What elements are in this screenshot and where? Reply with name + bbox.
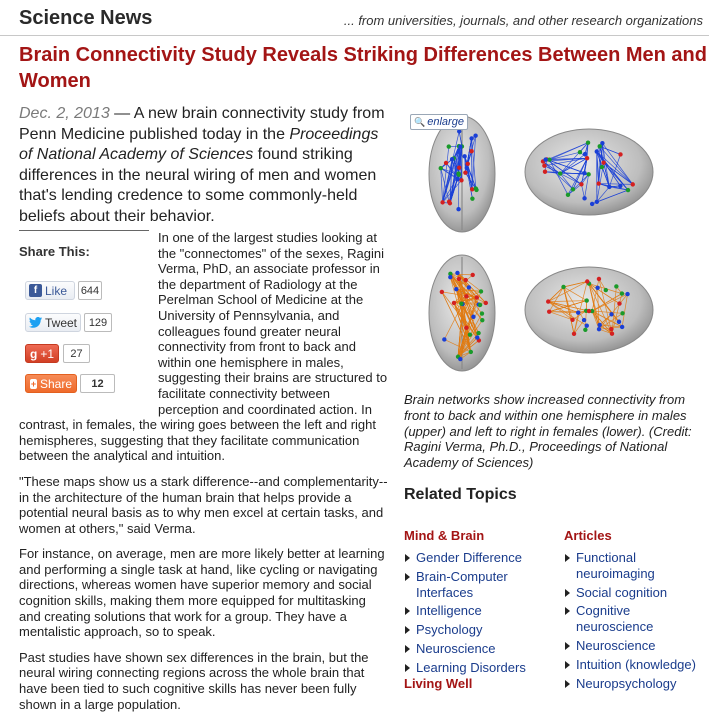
site-tagline: ... from universities, journals, and other research organizations (344, 13, 703, 28)
article-link[interactable]: Neuroscience (564, 638, 709, 654)
share-sidebar-space (19, 228, 158, 417)
article-link[interactable]: Cognitive neuroscience (564, 603, 709, 635)
lead-text-1: — A new brain connectivity study from Penn Medicine published today in the (19, 105, 385, 143)
topic-link[interactable]: Brain-Computer Interfaces (404, 569, 549, 601)
tweet-label: Tweet (45, 316, 77, 330)
body-paragraph-3: For instance, on average, men are more likely better at learning and performing a single task at hand, like cycling or navigating directions, whereas women have superior memory and social cognition skills, making them more equipped for multitasking and creating solutions that work for a group. They have a mentalistic approach, so to speak. (19, 546, 391, 640)
article-title: Brain Connectivity Study Reveals Striking Differences Between Men and Women (19, 42, 709, 94)
magnifier-icon: 🔍 (414, 117, 425, 128)
figure-caption: Brain networks show increased connectivity from front to back and within one hemisphere in males (upper) and left to right in females (lower). (Credit: Ragini Verma, Ph.D., Proceedings of National Academy of Sciences) (404, 392, 704, 471)
like-label: Like (45, 284, 67, 298)
facebook-icon: f (29, 284, 42, 297)
site-header (0, 0, 709, 36)
gplus-label: +1 (40, 347, 54, 361)
enlarge-button[interactable] (410, 114, 468, 130)
topic-link[interactable]: Gender Difference (404, 550, 549, 566)
enlarge-label: enlarge (427, 116, 464, 128)
article-body (19, 228, 391, 722)
share-count: 12 (80, 374, 115, 393)
topic-link[interactable]: Learning Disorders (404, 660, 549, 676)
body-paragraph-2: "These maps show us a stark difference--and complementarity--in the architecture of the human brain that helps provide a potential neural basis as to why men excel at certain tasks, and women at others," said Verma. (19, 474, 391, 536)
articles-column (564, 528, 709, 694)
body-paragraph-1: In one of the largest studies looking at the "connectomes" of the sexes, Ragini Verma, PhD, an associate professor in the department of Radiology at the Perelman School of Medicine at the University of Pennsylvania, and colleagues found greater neural connectivity from front to back and within one hemisphere in males, suggesting their brains are structured to facilitate connectivity between perception and coordinated action. In contrast, in females, the wiring goes between the left and right hemispheres, suggesting that they facilitate communication between the analytical and intuition. (19, 230, 391, 464)
lead-text-2: found striking differences in the neural wiring of men and women that's lending credence to some commonly-held beliefs about their behavior. (19, 146, 376, 225)
article-link[interactable]: Neuropsychology (564, 676, 709, 692)
article-lead (19, 104, 394, 227)
topic-link[interactable]: Neuroscience (404, 641, 549, 657)
topic-link[interactable]: Psychology (404, 622, 549, 638)
article-link[interactable]: Social cognition (564, 585, 709, 601)
share-heading: Share This: (19, 244, 90, 259)
articles-heading[interactable]: Articles (564, 528, 709, 543)
mind-brain-column (404, 528, 549, 679)
article-date: Dec. 2, 2013 (19, 105, 110, 122)
brain-network-image (404, 110, 704, 380)
topic-link[interactable]: Intelligence (404, 603, 549, 619)
body-paragraph-4: Past studies have shown sex differences in the brain, but the neural wiring connecting regions across the whole brain that have been tied to such cognitive skills has never been fully shown in a large population. (19, 650, 391, 712)
share-label: Share (40, 377, 72, 391)
tweet-count: 129 (84, 313, 112, 332)
like-count: 644 (78, 281, 102, 300)
lead-journal: Proceedings of National Academy of Sciences (19, 126, 378, 164)
brain-network-figure[interactable] (404, 110, 704, 380)
gplus-count: 27 (63, 344, 90, 363)
mind-brain-heading[interactable]: Mind & Brain (404, 528, 549, 543)
site-title[interactable]: Science News (19, 7, 152, 30)
google-plus-icon: g (30, 347, 37, 361)
living-well-heading[interactable]: Living Well (404, 676, 472, 691)
related-topics-title: Related Topics (404, 486, 517, 504)
article-link[interactable]: Functional neuroimaging (564, 550, 709, 582)
article-link[interactable]: Intuition (knowledge) (564, 657, 709, 673)
plus-icon: + (30, 379, 37, 389)
